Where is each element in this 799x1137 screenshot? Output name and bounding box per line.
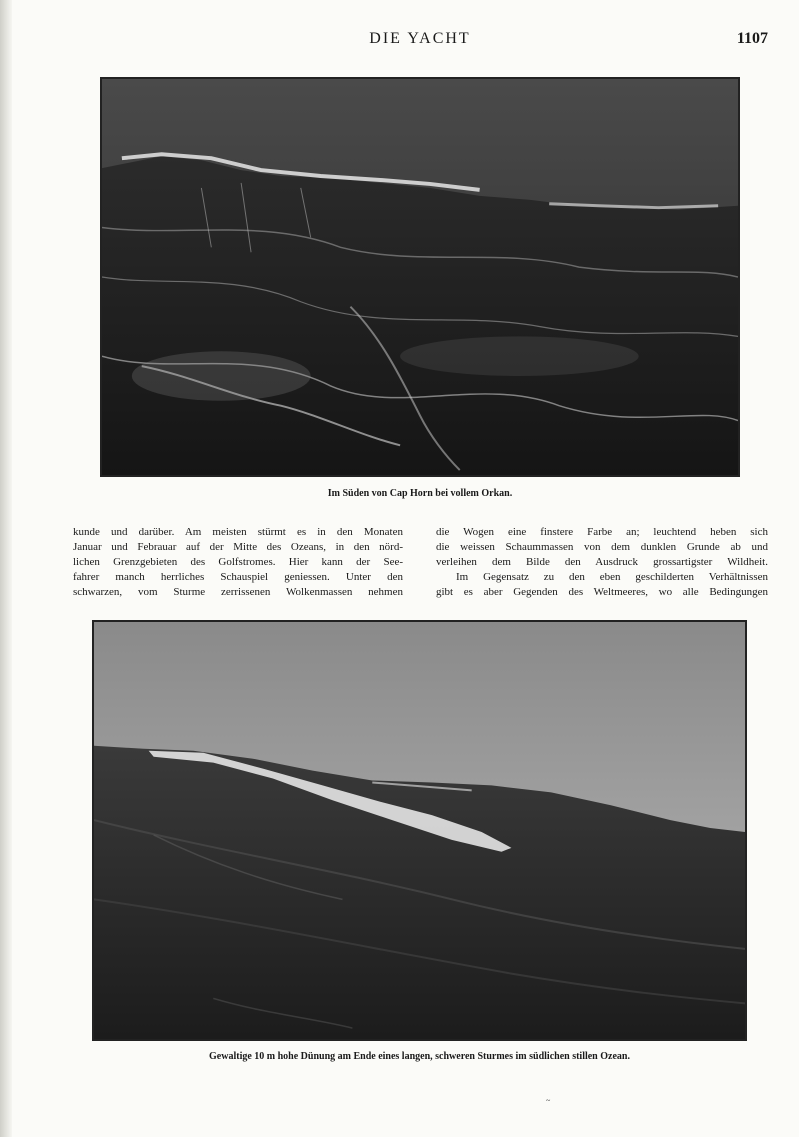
storm-waves-image — [102, 79, 738, 475]
text-line: verleihen dem Bilde den Ausdruck grossartigster Wildheit. — [436, 556, 768, 568]
figure-caption-bottom: Gewaltige 10 m hohe Dünung am Ende eines langen, schweren Sturmes im südlichen stillen Ozean. — [209, 1051, 630, 1062]
text-line: lichen Grenzgebieten des Golfstromes. Hier kann der See- — [73, 556, 403, 568]
figure-caption-top: Im Süden von Cap Horn bei vollem Orkan. — [327, 488, 513, 499]
text-column-right — [436, 525, 768, 600]
photo-storm-cape-horn — [100, 77, 740, 477]
running-header-title: DIE YACHT — [369, 30, 471, 47]
printer-mark: ~ — [546, 1096, 551, 1105]
text-line: die Wogen eine finstere Farbe an; leuchtend heben sich — [436, 526, 768, 538]
photo-swell-pacific — [92, 620, 747, 1041]
text-line: die weissen Schaummassen von dem dunklen Grunde ab und — [436, 541, 768, 553]
page-number: 1107 — [736, 30, 768, 47]
text-line: Januar und Febrauar auf der Mitte des Ozeans, in den nörd- — [73, 541, 403, 553]
text-line: kunde und darüber. Am meisten stürmt es in den Monaten — [73, 526, 403, 538]
text-line: schwarzen, vom Sturme zerrissenen Wolkenmassen nehmen — [73, 586, 403, 598]
text-line: Im Gegensatz zu den eben geschilderten Verhältnissen — [456, 571, 768, 583]
text-line: gibt es aber Gegenden des Weltmeeres, wo alle Bedingungen — [436, 586, 768, 598]
page-edge-shadow — [0, 0, 12, 1137]
swell-image — [94, 622, 745, 1039]
text-line: fahrer manch herrliches Schauspiel geniessen. Unter den — [73, 571, 403, 583]
text-column-left — [73, 525, 403, 600]
